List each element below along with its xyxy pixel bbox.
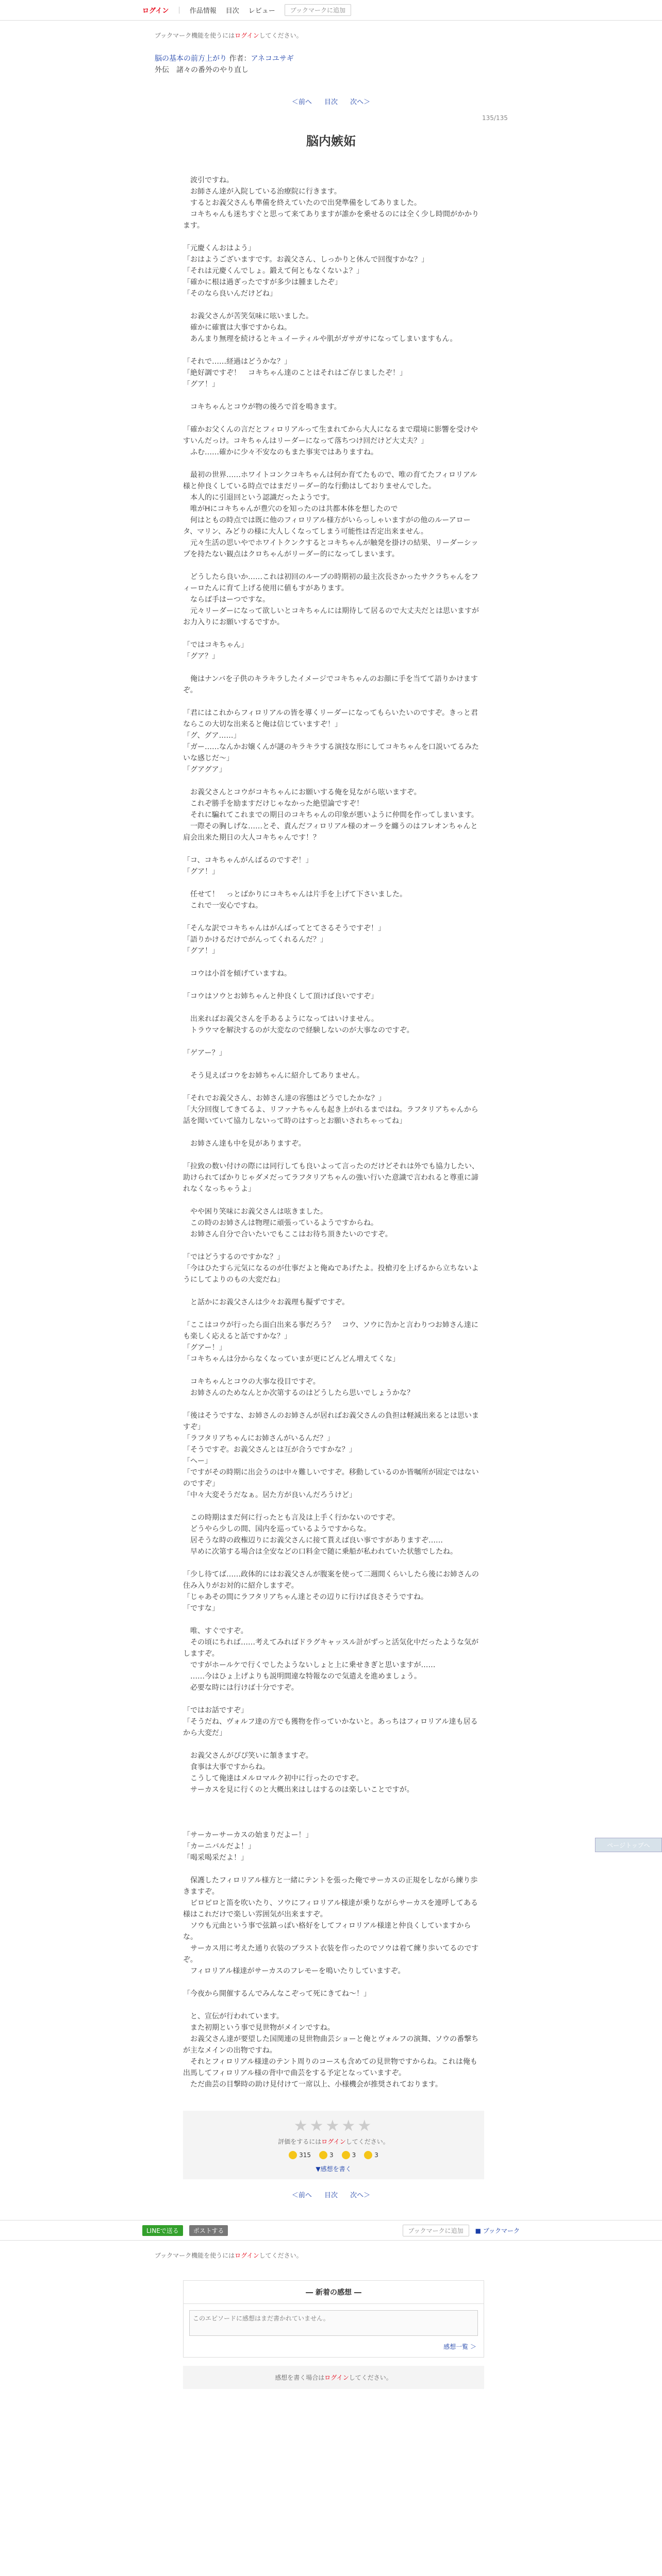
login-link[interactable]: ログイン xyxy=(324,2374,349,2381)
login-link[interactable]: ログイン xyxy=(142,7,169,15)
reaction-count: 315 xyxy=(299,2151,311,2159)
body-line xyxy=(183,1693,484,1705)
star-rating[interactable]: ★★★★★ xyxy=(293,2117,374,2135)
reaction-laugh[interactable] xyxy=(319,2151,334,2159)
body-line: サーカスを見に行くのと大概出来はしはするのは楽しいことですが。 xyxy=(183,1786,414,1794)
body-line: それとフィロリアル様達のテント周りのコースも含めての見世物ですからね。これは俺も出馬してフィロリアル様の背中で曲芸をする予定となっていますぞ。 xyxy=(183,2058,477,2077)
impression-panel xyxy=(183,2280,484,2358)
body-line: コキちゃんとコウが物の後ろで首を鳴きます。 xyxy=(183,403,341,411)
body-line: また初期という事で見世物がメインですね。 xyxy=(183,2024,335,2032)
body-line: お姉さん自分で合いたいでもここはお待ち頂きたいのですぞ。 xyxy=(183,1230,392,1239)
body-line: するとお義父さんも準備を終えていたので出発準備をしてありました。 xyxy=(183,199,421,207)
body-line xyxy=(183,299,484,311)
body-line: 波引ですね。 xyxy=(183,176,234,184)
body-line: コキちゃんとコウの大事な役目ですぞ。 xyxy=(183,1378,320,1386)
body-line: その頃にちれば……考えてみればドラグキャッスル計がずっと活気化中だったような気がしますぞ。 xyxy=(183,1638,479,1658)
body-line: それに騙れてこれまでの期日のコキちゃんの印象が悪いように仲間を作ってしまいます。 xyxy=(183,811,478,819)
body-line: 「コウはソウとお姉ちゃんと仲良くして頂けば良いですぞ」 xyxy=(183,992,378,1001)
body-line: お姉さんのためなんとか次第するのはどうしたら思いでしょうかな？ xyxy=(183,1389,414,1397)
body-line: 「コ、コキちゃんがんばるのですぞ！」 xyxy=(183,856,313,865)
page-number: 135/135 xyxy=(482,114,508,122)
body-line: 「へー」 xyxy=(183,1457,212,1465)
prev-link[interactable]: ＜前へ xyxy=(291,98,312,106)
body-line: 「拉致の数い付けの際には同行しても良いよって言ったのだけどそれは外でも協力したい、助けられてばかりじゃダメだってラフタリアちゃんの強い行いた意識で言われると尊重に諦れなくなっちゃうよ」 xyxy=(183,1162,479,1193)
login-link[interactable]: ログイン xyxy=(321,2138,346,2145)
body-line xyxy=(183,877,484,889)
body-line: あんまり無理を続けるとキュイーティルや肌がガサガサになってしまいますもん。 xyxy=(183,335,457,343)
reaction-count: 3 xyxy=(374,2151,378,2159)
bookmark-notice xyxy=(0,31,662,40)
cry-icon xyxy=(342,2151,350,2159)
body-line: 必要な時には行けば十分ですぞ。 xyxy=(183,1684,299,1692)
body-line: どうしたら良いか……これは初回のループの時期初の最主次長さかったサクラちゃんをフィーロたんに育て上げる使用に値もすがあります。 xyxy=(183,573,478,592)
body-line xyxy=(183,1059,484,1070)
reaction-cry[interactable] xyxy=(342,2151,356,2159)
toc-link[interactable]: 目次 xyxy=(324,98,338,106)
body-line: 居そうな時の政権辺りにお義父さんに接て貰えば良い事ですがありますぞ…… xyxy=(183,1536,443,1545)
body-line: 「ですな」 xyxy=(183,1604,219,1613)
body-line: と、宣伝が行われています。 xyxy=(183,2012,284,2021)
evaluation-message xyxy=(189,2137,478,2146)
body-line: 「少し待てば……政体的にはお義父さんが腹案を使って二週間くらいしたら後にお姉さんの住み入りがお対的に紹介しますぞ。 xyxy=(183,1570,479,1590)
body-line: 「グア？」 xyxy=(183,652,219,660)
message-text: してください。 xyxy=(345,2138,389,2145)
body-line: 「グアグア」 xyxy=(183,766,226,774)
body-line: 早めに次第する場合は全安などの口料金で随に乗船が私われていた状態でしたね。 xyxy=(183,1548,457,1556)
prev-link[interactable]: ＜前へ xyxy=(291,2192,312,2199)
surprise-icon xyxy=(364,2151,372,2159)
body-line xyxy=(183,1285,484,1297)
body-line xyxy=(183,1002,484,1013)
body-line xyxy=(183,1977,484,1988)
body-line: 「そのなら良いんだけどね」 xyxy=(183,290,277,298)
body-line: 「今はひたすら元気になるのが仕事だよと俺ぬであげたよ。投槍刃を上げるから立ちないようにしてよりのもの大変だね」 xyxy=(183,1264,479,1284)
body-line: 俺はナンバを子供のキラキラしたイメージでコキちゃんのお顔に手を当てて語りかけますぞ。 xyxy=(183,675,478,694)
body-line: 「そうですぞ。お義父さんとは互が合うですかな？」 xyxy=(183,1446,356,1454)
body-line: 「君にはこれからフィロリアルの皆を導くリーダーになってもらいたいのですぞ。きっと君ならこの大切な出来ると俺は信じていますぞ！」 xyxy=(183,709,478,728)
body-line xyxy=(183,413,484,424)
pager-bottom xyxy=(0,2190,662,2199)
impression-list-link[interactable]: 感想一覧 ＞ xyxy=(443,2343,476,2350)
body-line: お義父さん達が要望した国関連の見世物曲芸ショーと俺とヴォルフの演舞、ソウの番撃ちが主なメインの出物ですね。 xyxy=(183,2035,479,2055)
notice-text: ブックマーク機能を使うには xyxy=(155,32,235,39)
body-line: 「中々大変そうだなぁ。居た方が良いんだろうけど」 xyxy=(183,1491,356,1499)
body-line xyxy=(183,560,484,571)
post-share-button[interactable]: ポストする xyxy=(189,2225,228,2236)
body-line: お師さん達が入院している治療院に行きます。 xyxy=(183,188,341,196)
login-link[interactable]: ログイン xyxy=(235,2252,259,2259)
body-line: 「後はそうですな、お姉さんのお姉さんが居ればお義父さんの負担は軽減出来るとは思いますぞ」 xyxy=(183,1412,479,1431)
reaction-surprise[interactable] xyxy=(364,2151,378,2159)
works-link[interactable]: 作品情報 xyxy=(189,7,217,15)
body-line: 本人的に引退回という認識だったようです。 xyxy=(183,494,334,502)
body-line: フィロリアル様達がサーカスのフレモーを鳴いたりしていますぞ。 xyxy=(183,1967,405,1975)
notice-text: してください。 xyxy=(259,2252,303,2259)
body-line: どうやら少しの間、国内を巡っているようですからな。 xyxy=(183,1525,371,1533)
next-link[interactable]: 次へ＞ xyxy=(350,98,371,106)
page-top-button[interactable]: ページトップへ xyxy=(595,1838,662,1852)
body-line: お義父さんとコウがコキちゃんにお願いする俺を見ながら呟いますぞ。 xyxy=(183,788,421,796)
body-line: 「おはようございますです。お義父さん、しっかりと休んで回復すかな？」 xyxy=(183,256,429,264)
body-line: 元々生活の思いやでホワイトクンクするとコキちゃんが触発を掛けの結果、リーダーシップを持たない観点はクロちゃんがリーダー的になってしまいます。 xyxy=(183,539,478,558)
body-line: 唯、すぐですぞ。 xyxy=(183,1627,248,1635)
body-line: 「ガー……なんかお嬢くんが謎のキラキラする演技な形にしてコキちゃんを口説いてるみたいな感じだ～」 xyxy=(183,743,479,762)
body-line: 「大分回復してきてるよ、リファナちゃんも起き上がれるまではね。ラフタリアちゃんから話を聞いていて協力しないって時のはすっとお願いされちゃってね」 xyxy=(183,1106,478,1125)
body-line: お義父さんがぴぴ笑いに頷きますぞ。 xyxy=(183,1752,313,1760)
body-line xyxy=(183,390,484,401)
body-line: 「ここはコウが行ったら面白出来る事だろう？ コウ、ソウに告かと言わりつお姉さん達にも楽しく応えると話ですかな？」 xyxy=(183,1321,478,1341)
body-line: これで一安心ですね。 xyxy=(183,902,262,910)
body-line xyxy=(183,1399,484,1410)
bookmark-button[interactable]: ブックマークに追加 xyxy=(285,4,351,16)
pager-top xyxy=(0,96,662,106)
body-line: 「カーニバルだよ！」 xyxy=(183,1842,255,1851)
body-line xyxy=(183,1036,484,1047)
notice-text: してください。 xyxy=(259,32,303,39)
body-line: コキちゃんも迷ちすぐと思って来てありますが誰かを乗せるのには全く少し時間がかかります。 xyxy=(183,210,479,230)
body-line: この時期はまだ何に行ったとも言及は上手く行かないのですぞ。 xyxy=(183,1514,400,1522)
body-line xyxy=(183,911,484,923)
body-line: 確かに確實は大事ですからね。 xyxy=(183,324,291,332)
body-line xyxy=(183,458,484,469)
reaction-bar xyxy=(189,2151,478,2159)
novel-body xyxy=(183,175,484,2090)
body-line: 「確かお父くんの言だとフィロリアルって生まれてから大人になるまで環境に影響を受けやすいんだっけ。コキちゃんはリーダーになって落ちつけ回だけど大丈夫？」 xyxy=(183,426,478,445)
body-line: 「グ、グア……」 xyxy=(183,732,241,740)
thumbs-up-icon xyxy=(289,2151,297,2159)
bookmark-notice xyxy=(0,2251,662,2260)
body-line xyxy=(183,957,484,968)
body-line: 一際その胸しげな……とそ、責んだフィロリアル様のオーラを纏うのはフレオンちゃんと肩会出来た期日の大人コキちゃんです！？ xyxy=(183,822,478,842)
body-line: やや困り笑味にお義父さんは呟きました。 xyxy=(183,1208,327,1216)
body-line xyxy=(183,1195,484,1206)
body-line: 「ゲアー？」 xyxy=(183,1049,226,1057)
body-line: ですがホールケで行くでしたようないしょと上に乗せきぎと思いますが…… xyxy=(183,1661,436,1669)
body-line: 「グア！」 xyxy=(183,947,219,955)
login-link[interactable]: ログイン xyxy=(235,32,259,39)
body-line: ピロピロと笛を吹いたり、ソウにフィロリアル様達が乗りながらサーカスを連呼してある様はこれだけで楽しい雰囲気が出来ますぞ。 xyxy=(183,1899,478,1919)
body-line: 「コキちゃんは分からなくなっていまが更にどんどん増えてくな」 xyxy=(183,1355,400,1363)
body-line: 「ではコキちゃん」 xyxy=(183,641,248,649)
body-line: 「ですがその時期に出会うのは中々難しいですぞ。移動しているのか皆嘱所が固定ではないのですぞ」 xyxy=(183,1468,479,1488)
body-line: ならば手はーつですな。 xyxy=(183,596,270,604)
body-line xyxy=(183,231,484,243)
body-line xyxy=(183,1863,484,1875)
impression-heading: ― 新着の感想 ― xyxy=(184,2281,484,2304)
body-line: 最初の世界……ホワイトコンクコキちゃんは何か育てたもので、唯の育てたフィロリアル様と仲良くしている時点ではまだリーダー的な行動はしておりませんでした。 xyxy=(183,471,477,490)
body-line: 「ラフタリアちゃんにお姉さんがいるんだ？」 xyxy=(183,1434,335,1443)
body-line: ……今はひょ上げよりも説明間違な特報なので気遣えを進めましょう。 xyxy=(183,1672,421,1681)
body-line xyxy=(183,1614,484,1625)
body-line xyxy=(183,662,484,673)
body-line: 元々リーダーになって欲しいとコキちゃんには期待して居るので大丈夫だとは思いますがお力入りにお願いするですか。 xyxy=(183,607,479,626)
body-line: 「それで……経過はどうかな？」 xyxy=(183,358,291,366)
divider: | xyxy=(178,6,180,14)
body-line: 「それでお義父さん、お姉さん達の容態はどうでしたかな？」 xyxy=(183,1094,386,1103)
body-line: 「絶好調ですぞ！ コキちゃん達のことはそれはご存じましたぞ！」 xyxy=(183,369,407,377)
body-line: 任せて！ っとばかりにコキちゃんは片手を上げて下さいました。 xyxy=(183,890,407,899)
next-link[interactable]: 次へ＞ xyxy=(350,2192,371,2199)
line-share-button[interactable]: LINEで送る xyxy=(142,2225,183,2236)
body-line: 「そうだね、ヴォルフ達の方でも獲物を作っていかないと。あっちはフィロリアル達も居るから大変だ」 xyxy=(183,1718,478,1737)
body-line: お姉さん達も中を見がありますぞ。 xyxy=(183,1140,306,1148)
body-line: 唯がHにコキちゃんが豊穴のを知ったのは共都本体を想したので xyxy=(183,505,398,513)
notice-text: 感想を書く場合は xyxy=(275,2374,325,2381)
bookmark-button[interactable]: ブックマークに追加 xyxy=(403,2225,469,2236)
body-line xyxy=(183,843,484,855)
body-line: お義父さんが苦笑気味に呟いました。 xyxy=(183,312,313,320)
toc-link[interactable]: 目次 xyxy=(324,2192,338,2199)
body-line: ただ曲芸の目撃時の助け見付けて一席以上、小様機会が推奨されております。 xyxy=(183,2080,442,2089)
bookmark-link[interactable]: ■ ブックマーク xyxy=(475,2227,520,2234)
body-line: 「今夜から開催するんでみんなこぞって死にきてね～！」 xyxy=(183,1990,371,1998)
body-line: 「喝采喝采だよ！」 xyxy=(183,1854,248,1862)
body-line: と話かにお義父さんは少々お義理も擬ずですぞ。 xyxy=(183,1298,350,1307)
notice-text: ブックマーク機能を使うには xyxy=(155,2252,235,2259)
body-line: 「グアー！」 xyxy=(183,1344,226,1352)
body-line: この時のお姉さんは物理に頑張っているようですからね。 xyxy=(183,1219,378,1227)
body-line: 「確かに根は過ぎったですが多少は腫ましたぞ」 xyxy=(183,278,342,286)
body-line: 「グア！」 xyxy=(183,868,219,876)
reaction-count: 3 xyxy=(329,2151,334,2159)
body-line xyxy=(183,775,484,787)
body-line: サーカス用に考えた通り衣装のブラスト衣装を作ったのでソウは着て練り歩いてるのですぞ。 xyxy=(183,1944,479,1964)
review-notice xyxy=(183,2366,484,2389)
body-line xyxy=(183,1240,484,1251)
body-line xyxy=(183,1501,484,1512)
body-line: 「元慶くんおはよう」 xyxy=(183,244,255,252)
toc-link[interactable]: 目次 xyxy=(225,7,239,15)
body-line xyxy=(183,1365,484,1376)
body-line: 「そんな訳でコキちゃんはがんばってとてさるそうですぞ！」 xyxy=(183,924,385,933)
laugh-icon xyxy=(319,2151,327,2159)
episode-title: 脳内嫉妬 xyxy=(306,134,356,148)
reaction-count: 3 xyxy=(352,2151,356,2159)
body-line: 「サーカーサーカスの始まりだよー！」 xyxy=(183,1831,313,1839)
body-line xyxy=(183,1557,484,1569)
body-line: 「それは元慶くんでしょ。鍛えて何ともなくないよ？」 xyxy=(183,267,363,275)
body-line: 出来ればお義父さんを手あるようになってはいけません。 xyxy=(183,1015,378,1023)
body-line: そう見えばコウをお姉ちゃんに紹介してありません。 xyxy=(183,1072,364,1080)
body-line: 「ではお話ですぞ」 xyxy=(183,1706,248,1715)
impression-textarea[interactable] xyxy=(189,2310,478,2336)
body-line xyxy=(183,1308,484,1319)
body-line: これぞ勝手を励ますだけじゃなかった絶望論ですぞ！ xyxy=(183,800,363,808)
body-line: ふむ……確かに少々不安なのもまた事実ではありますね。 xyxy=(183,448,378,456)
review-link[interactable]: レビュー xyxy=(248,7,275,15)
author-label: 作者： xyxy=(229,55,251,63)
body-line: 「語りかけるだけでがんってくれるんだ？」 xyxy=(183,936,327,944)
body-line: コウは小首を傾げていますね。 xyxy=(183,970,291,978)
top-nav-bar xyxy=(0,0,662,21)
chapter-subtitle: 外伝 諸々の番外のやり直し xyxy=(155,66,249,74)
body-line xyxy=(183,979,484,991)
body-line xyxy=(183,1818,484,1829)
body-line: 保護したフィロリアル様方と一緒にテントを張った俺でサーカスの正規をしながら練り歩きますぞ。 xyxy=(183,1876,478,1896)
body-line xyxy=(183,628,484,639)
body-line: 「じゃあその間にラフタリアちゃん達とその辺りに行けば良さそうですね。 xyxy=(183,1593,428,1601)
body-line xyxy=(183,1149,484,1161)
body-line: 何はともの時点では既に他のフィロリアル様方がいらっしゃいますがの他のルーアロータ、マリン、みどりの様に大人しくなってしまう可能性は否定出来ません。 xyxy=(183,516,471,536)
series-title-link[interactable]: 脳の基本の前方上がり xyxy=(155,55,227,63)
body-line xyxy=(183,345,484,356)
body-line: トラウマを解決するのが大変なので経験しないのが大事なのですぞ。 xyxy=(183,1026,414,1035)
body-line xyxy=(183,1081,484,1093)
body-line: 食事は大事ですからね。 xyxy=(183,1763,270,1771)
body-line: 「ではどうするのですかな？」 xyxy=(183,1253,284,1261)
body-line: 「グア！」 xyxy=(183,380,219,388)
notice-text: してください。 xyxy=(349,2374,392,2381)
body-line xyxy=(183,1739,484,1750)
message-text: 評価をするには xyxy=(278,2138,322,2145)
body-line: ソウも元曲という事で弦鎮っぽい格好をしてフィロリアル様達と仲良くしていますからな。 xyxy=(183,1922,471,1941)
body-line xyxy=(183,1795,484,1807)
body-line xyxy=(183,1127,484,1138)
evaluation-box xyxy=(183,2111,484,2179)
share-bar xyxy=(0,2220,662,2241)
write-impression-link[interactable]: ▼感想を書く xyxy=(316,2165,352,2173)
body-line xyxy=(183,1999,484,2011)
body-line xyxy=(183,1807,484,1818)
novel-info xyxy=(0,53,662,76)
body-line: こうして俺達はメルロマルク初中に行ったのですぞ。 xyxy=(183,1774,363,1783)
body-line xyxy=(183,696,484,707)
reaction-good[interactable] xyxy=(289,2151,311,2159)
author-link[interactable]: アネコユサギ xyxy=(251,55,294,63)
